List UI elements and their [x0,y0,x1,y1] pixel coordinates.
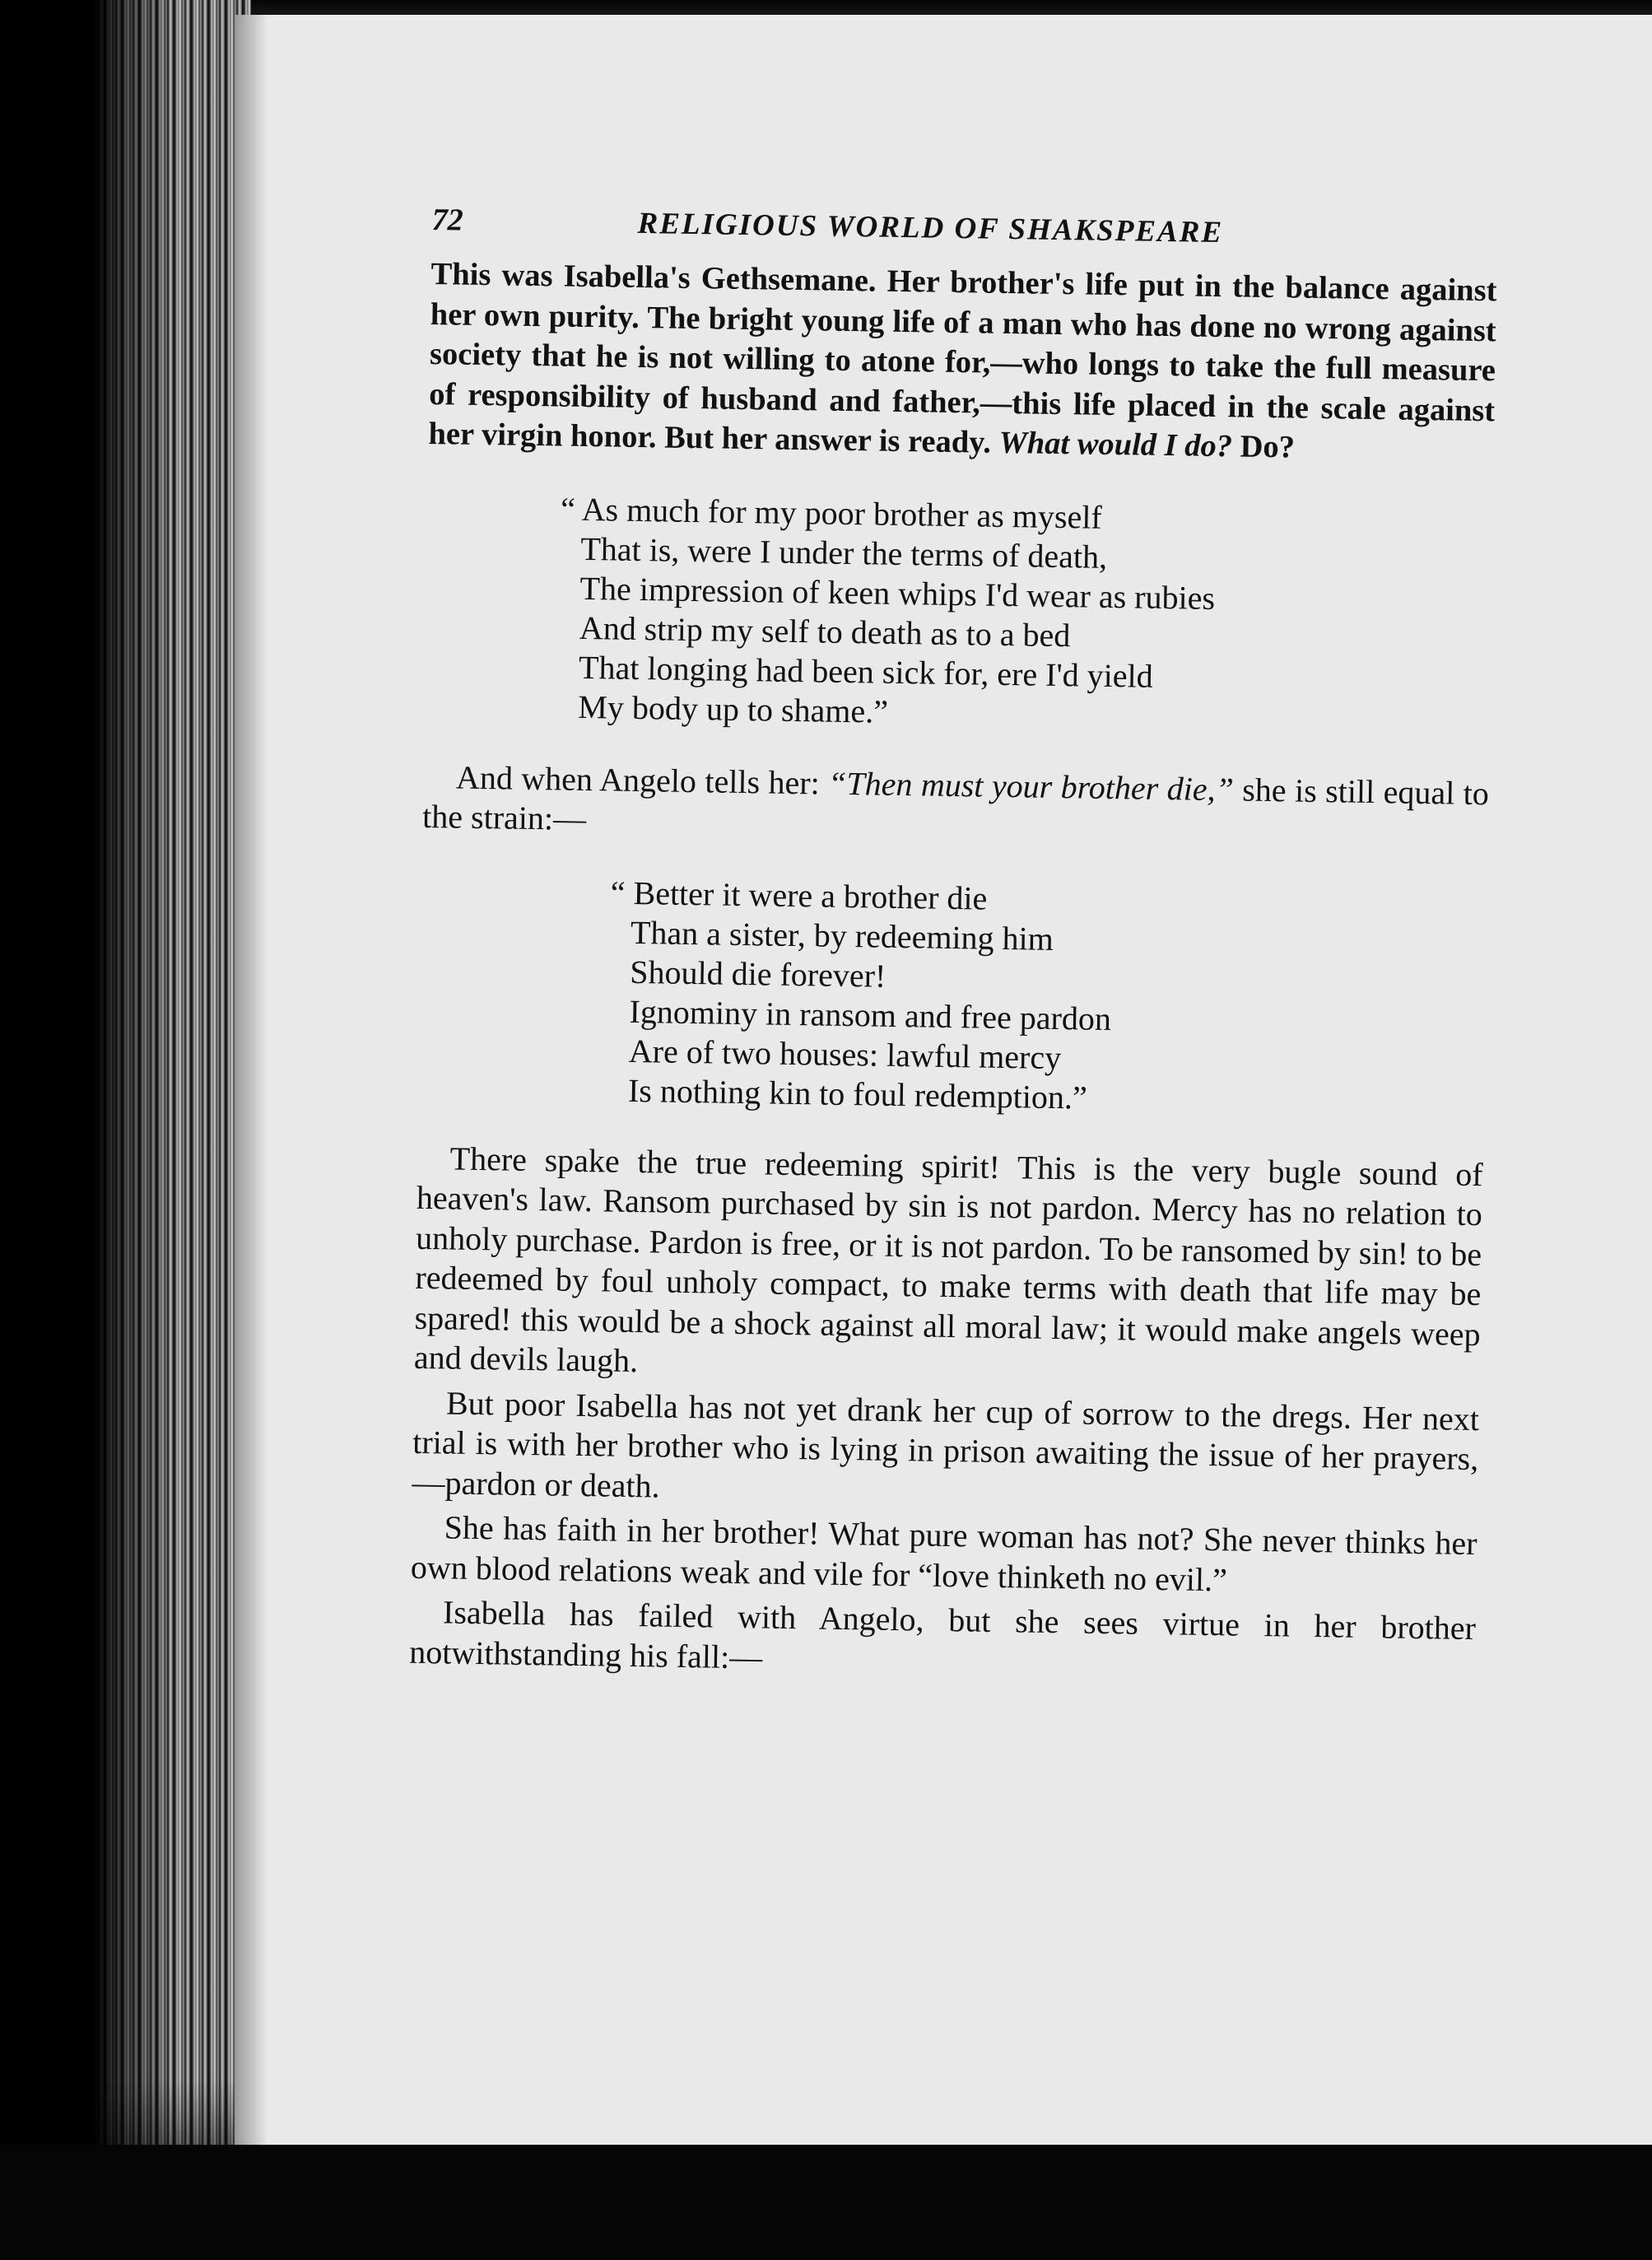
book-page-edges [0,0,251,2260]
paragraph-text-end: she is still equal to the strain:— [421,771,1490,838]
paragraph-text: This was Isabella's Gethsemane. Her brother's life put in the balance against her own purity. The bright young life of a man who has done no wrong against society that he is not willing to atone for,—who longs to take the full measure of responsibility of husband and father,—this life placed in the scale against her virgin honor. But her answer is ready. [428,256,1497,460]
verse-line: That is, were I under the terms of death, [580,529,1108,575]
scan-bottom-border [0,2145,1652,2260]
paragraph-text-end: Do? [1240,429,1296,465]
verse-line: The impression of keen whips I'd wear as rubies [579,569,1216,617]
verse-line: That longing had been sick for, ere I'd yield [578,648,1154,695]
verse-line: “ As much for my poor brother as myself [560,490,1103,536]
paragraph-gethsemane [428,254,1497,471]
verse-line: Ignominy in ransom and free pardon [629,992,1112,1037]
page-text [409,202,1498,1689]
verse-line: Is nothing kin to foul redemption.” [627,1071,1088,1116]
running-title: RELIGIOUS WORLD OF SHAKSPEARE [637,206,1224,250]
verse-line: Than a sister, by redeeming him [630,913,1054,958]
paragraph-angelo [422,757,1489,853]
page-number: 72 [431,202,463,238]
paragraph-text: And when Angelo tells her: [455,758,821,801]
verse-line: “ Better it were a brother die [610,874,988,917]
verse-line: My body up to shame.” [578,687,889,730]
paragraph-italic: What would I do? [998,425,1233,464]
paragraph-faith-in-brother: She has faith in her brother! What pure woman has not? She never thinks her own blood relations weak and vile for “love thinketh no evil.” [410,1508,1477,1598]
paragraph-redeeming-spirit: There spake the true redeeming spirit! This is the very bugle sound of heaven's law. Ransom purchased by sin is not pardon. Mercy has no relation to unholy purchase. Pardon is free, or it is not pardon. To be ransomed by sin! to be redeemed by foul unholy compact, to make terms with death that life may be spared! this would be a shock against all moral law; it would make angels weep and devils laugh. [413,1139,1483,1380]
verse-quote-1 [557,489,1493,741]
paragraph-italic: “Then must your brother die,” [827,764,1235,808]
verse-line: Should die forever! [629,953,886,995]
verse-line: And strip my self to death as to a bed [579,608,1071,654]
paragraph-failed-with-angelo: Isabella has failed with Angelo, but she sees virtue in her brother notwithstanding his fall:— [408,1593,1477,1676]
verse-line: Are of two houses: lawful mercy [628,1032,1062,1076]
paragraph-cup-of-sorrow: But poor Isabella has not yet drank her cup of sorrow to the dregs. Her next trial is with her brother who is lying in prison awaiting the issue of her prayers,—pardon or death. [412,1383,1480,1505]
verse-quote-2 [607,873,1487,1124]
